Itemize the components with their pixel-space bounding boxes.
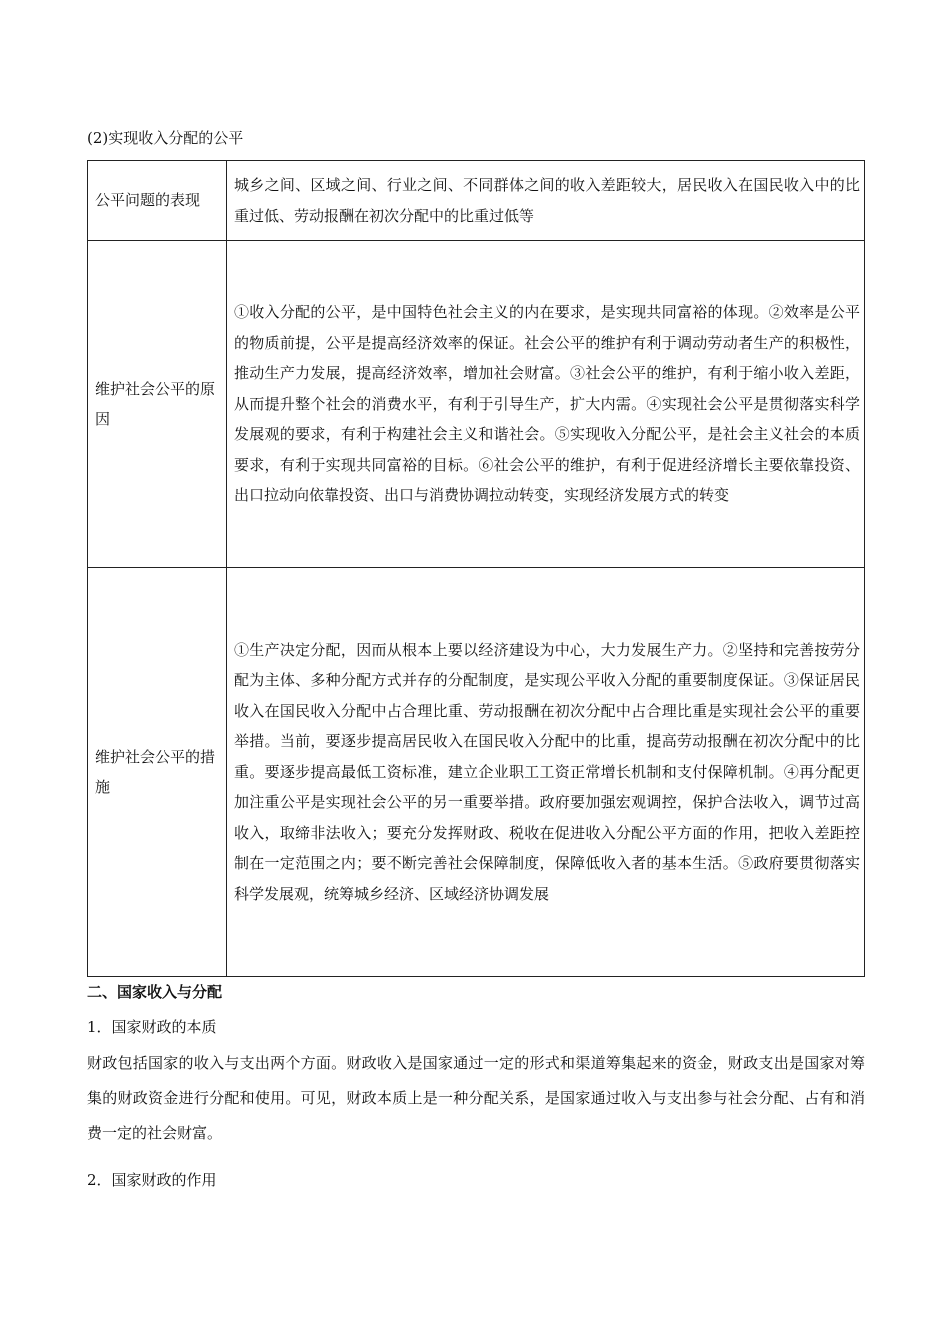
row-content: 城乡之间、区域之间、行业之间、不同群体之间的收入差距较大，居民收入在国民收入中的比重过低、劳动报酬在初次分配中的比重过低等 — [227, 161, 865, 241]
row-label: 维护社会公平的措施 — [88, 568, 227, 977]
section-heading: (2)实现收入分配的公平 — [87, 129, 244, 147]
subheading-fiscal-nature: 1．国家财政的本质 — [87, 1018, 217, 1036]
row-content: ①生产决定分配，因而从根本上要以经济建设为中心，大力发展生产力。②坚持和完善按劳分配为主体、多种分配方式并存的分配制度，是实现公平收入分配的重要制度保证。③保证居民收入在国民收入分配中占合理比重、劳动报酬在初次分配中占合理比重是实现社会公平的重要举措。当前，要逐步提高居民收入在国民收入分配中的比重，提高劳动报酬在初次分配中的比重。要逐步提高最低工资标准，建立企业职工工资正常增长机制和支付保障机制。④再分配更加注重公平是实现社会公平的另一重要举措。政府要加强宏观调控，保护合法收入，调节过高收入，取缔非法收入；要充分发挥财政、税收在促进收入分配公平方面的作用，把收入差距控制在一定范围之内；要不断完善社会保障制度，保障低收入者的基本生活。⑤政府要贯彻落实科学发展观，统筹城乡经济、区域经济协调发展 — [227, 568, 865, 977]
fairness-table — [87, 160, 865, 977]
row-content: ①收入分配的公平，是中国特色社会主义的内在要求，是实现共同富裕的体现。②效率是公平的物质前提，公平是提高经济效率的保证。社会公平的维护有利于调动劳动者生产的积极性，推动生产力发展，提高经济效率，增加社会财富。③社会公平的维护，有利于缩小收入差距，从而提升整个社会的消费水平，有利于引导生产，扩大内需。④实现社会公平是贯彻落实科学发展观的要求，有利于构建社会主义和谐社会。⑤实现收入分配公平，是社会主义社会的本质要求，有利于实现共同富裕的目标。⑥社会公平的维护，有利于促进经济增长主要依靠投资、出口拉动向依靠投资、出口与消费协调拉动转变，实现经济发展方式的转变 — [227, 241, 865, 568]
row-label: 维护社会公平的原因 — [88, 241, 227, 568]
table-row — [88, 161, 865, 241]
body-paragraph: 财政包括国家的收入与支出两个方面。财政收入是国家通过一定的形式和渠道筹集起来的资金，财政支出是国家对筹集的财政资金进行分配和使用。可见，财政本质上是一种分配关系，是国家通过收入与支出参与社会分配、占有和消费一定的社会财富。 — [87, 1054, 865, 1142]
table-row — [88, 568, 865, 977]
table-row — [88, 241, 865, 568]
subheading-fiscal-role: 2．国家财政的作用 — [87, 1171, 217, 1189]
heading-national-income: 二、国家收入与分配 — [87, 983, 223, 1001]
row-label: 公平问题的表现 — [88, 161, 227, 241]
